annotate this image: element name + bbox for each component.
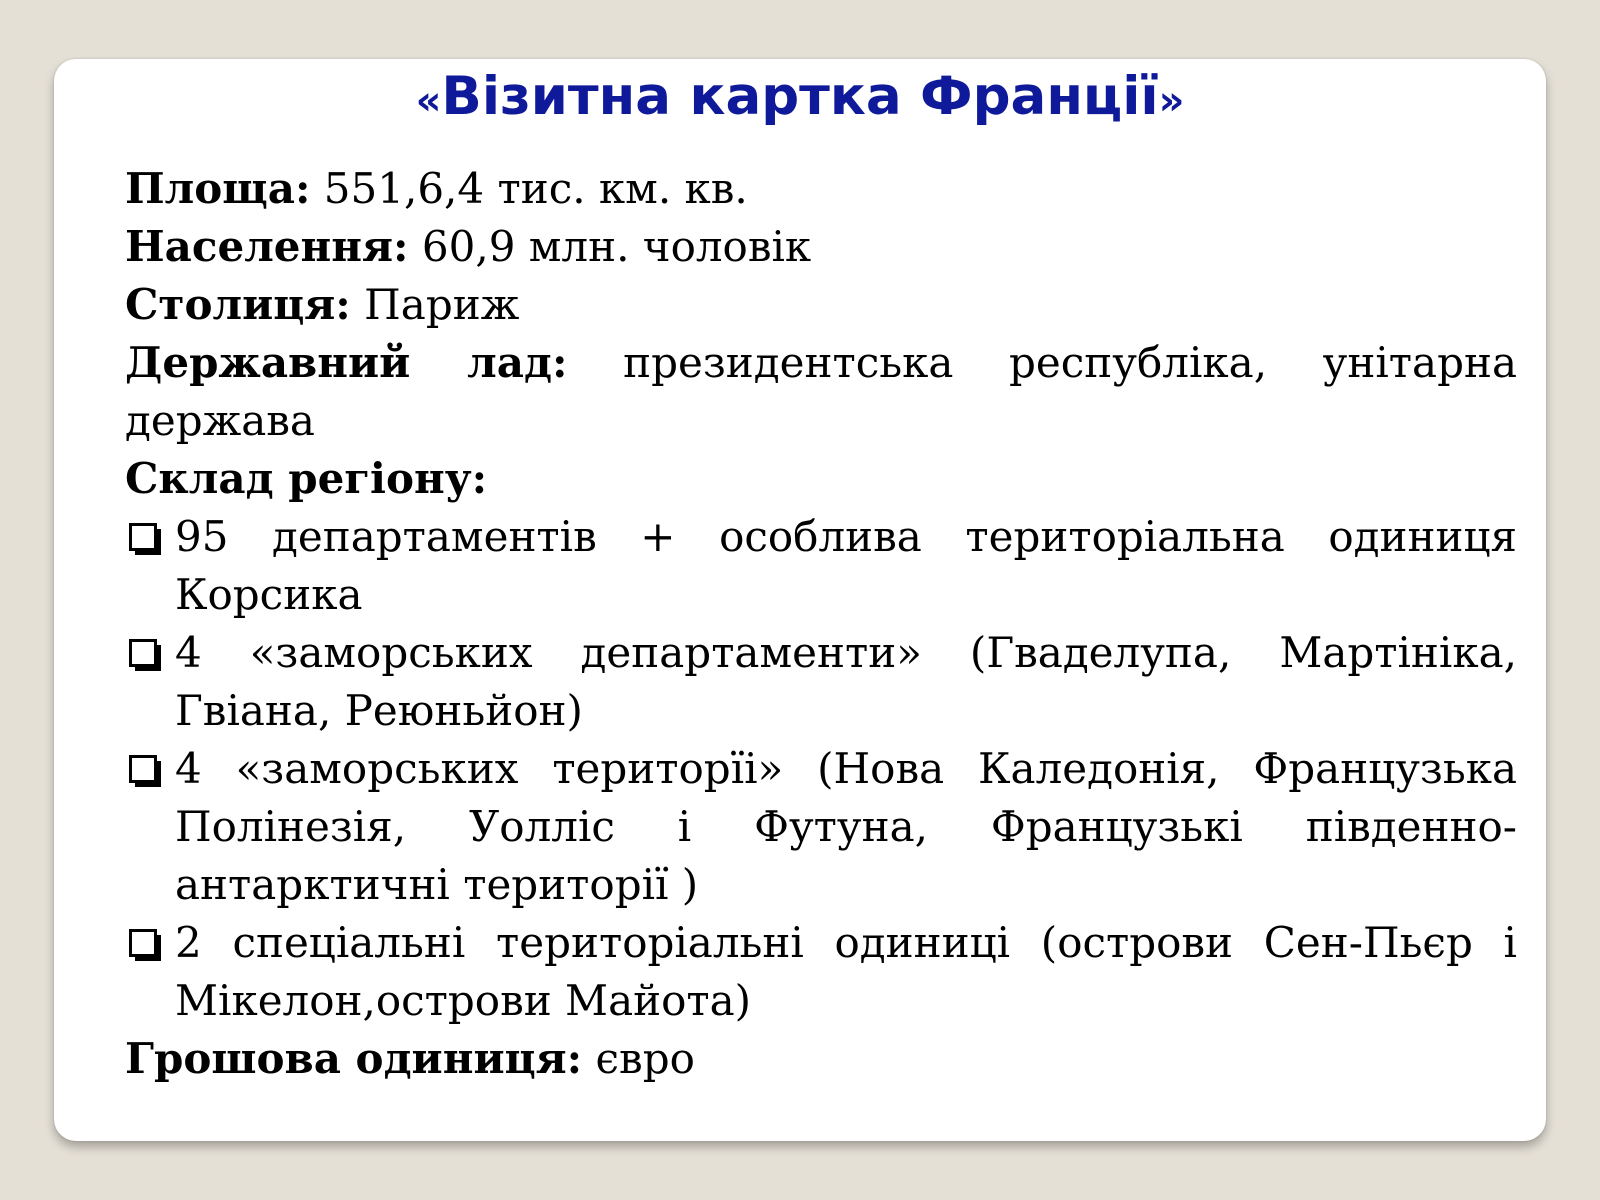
list-item xyxy=(125,914,1517,1030)
checkbox-bullet-icon xyxy=(129,523,163,552)
currency-value: євро xyxy=(582,1034,695,1083)
country-info xyxy=(125,160,1517,1088)
region-label: Склад регіону: xyxy=(125,454,488,503)
page-title xyxy=(0,64,1600,134)
government-row xyxy=(125,334,1517,450)
currency-row xyxy=(125,1030,1517,1088)
area-label: Площа: xyxy=(125,164,311,213)
capital-value: Париж xyxy=(350,280,520,329)
checkbox-bullet-icon xyxy=(129,639,163,668)
list-item-text: 4 «заморських департаменти» (Гваделупа, Мартініка, Гвіана, Реюньйон) xyxy=(175,628,1517,735)
checkbox-bullet-icon xyxy=(129,929,163,958)
government-value: президентська республіка, унітарна держава xyxy=(125,338,1517,445)
list-item-text: 4 «заморських територїі» (Нова Каледонія, Французька Полінезія, Уолліс і Футуна, Французькі південно-антарктичні території ) xyxy=(175,744,1517,909)
population-value: 60,9 млн. чоловік xyxy=(408,222,812,271)
region-row xyxy=(125,450,1517,508)
list-item xyxy=(125,624,1517,740)
capital-label: Столиця: xyxy=(125,280,351,329)
title-text: Візитна картка Франції xyxy=(441,66,1159,127)
list-item xyxy=(125,508,1517,624)
title-open-quote: « xyxy=(415,78,442,124)
area-value: 551,6,4 тис. км. кв. xyxy=(310,164,748,213)
currency-label: Грошова одиниця: xyxy=(125,1034,583,1083)
list-item xyxy=(125,740,1517,914)
government-label: Державний лад: xyxy=(125,338,568,387)
capital-row xyxy=(125,276,1517,334)
population-label: Населення: xyxy=(125,222,409,271)
checkbox-bullet-icon xyxy=(129,755,163,784)
title-close-quote: » xyxy=(1158,78,1185,124)
list-item-text: 2 спеціальні територіальні одиниці (острови Сен-Пьєр і Мікелон,острови Майота) xyxy=(175,918,1517,1025)
area-row xyxy=(125,160,1517,218)
population-row xyxy=(125,218,1517,276)
list-item-text: 95 департаментів + особлива територіальна одиниця Корсика xyxy=(175,512,1517,619)
